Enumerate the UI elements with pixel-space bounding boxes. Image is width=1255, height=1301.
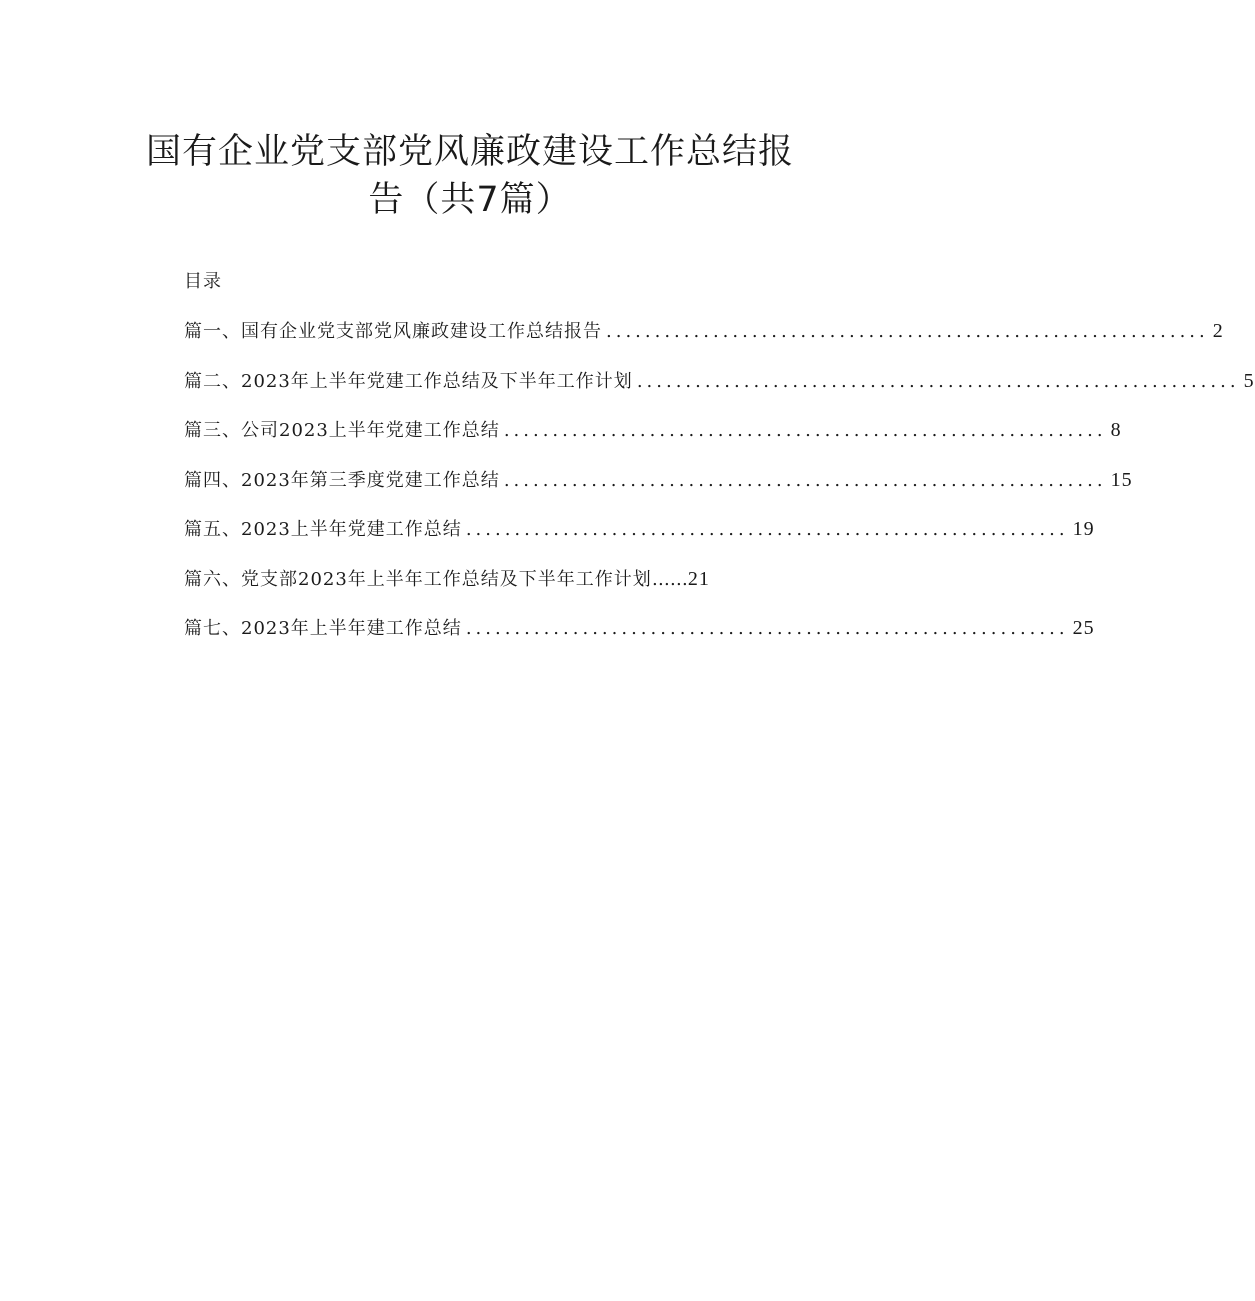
toc-entry-label: 篇四、2023年第三季度党建工作总结 (184, 469, 500, 491)
toc-dot-leader: .............................................................. (503, 420, 1107, 441)
toc-dot-leader: .............................................................. (606, 321, 1209, 342)
toc-entry-7[interactable] (184, 615, 1095, 665)
toc-entry-label: 篇七、2023年上半年建工作总结 (184, 618, 462, 639)
toc-entry-label: 篇五、2023上半年党建工作总结 (184, 519, 462, 540)
toc-entry-2[interactable] (184, 368, 1255, 418)
toc-page-number: 21 (687, 567, 710, 590)
toc-entry-label: 篇一、国有企业党支部党风廉政建设工作总结报告 (184, 321, 602, 342)
toc-page-number: 8 (1110, 419, 1122, 441)
toc-entry-5[interactable] (184, 516, 1095, 566)
toc-dot-leader: .............................................................. (503, 469, 1107, 491)
toc-entry-4[interactable] (184, 467, 1133, 517)
toc-entry-label: 篇三、公司2023上半年党建工作总结 (184, 420, 500, 441)
toc-heading: 目录 (184, 271, 222, 292)
toc-entry-1[interactable] (184, 318, 1224, 368)
toc-page-number: 5 (1243, 369, 1255, 392)
toc-dot-leader: .............................................................. (465, 519, 1069, 540)
document-title: 国有企业党支部党风廉政建设工作总结报告（共7篇） (145, 132, 794, 220)
toc-entry-6[interactable] (184, 566, 776, 616)
toc-entry-label: 篇六、党支部2023年上半年工作总结及下半年工作计划 (184, 568, 652, 590)
toc-page-number: 19 (1072, 518, 1095, 540)
toc-dot-leader: .............................................................. (636, 370, 1240, 392)
toc-entry-label: 篇二、2023年上半年党建工作总结及下半年工作计划 (184, 370, 633, 392)
table-of-contents (184, 318, 1255, 665)
toc-page-number: 2 (1212, 320, 1224, 342)
toc-page-number: 25 (1072, 617, 1095, 639)
toc-dot-leader: .............................................................. (465, 618, 1069, 639)
toc-ellipsis-leader: …… (651, 568, 688, 590)
toc-entry-3[interactable] (184, 417, 1122, 467)
toc-page-number: 15 (1110, 468, 1133, 491)
